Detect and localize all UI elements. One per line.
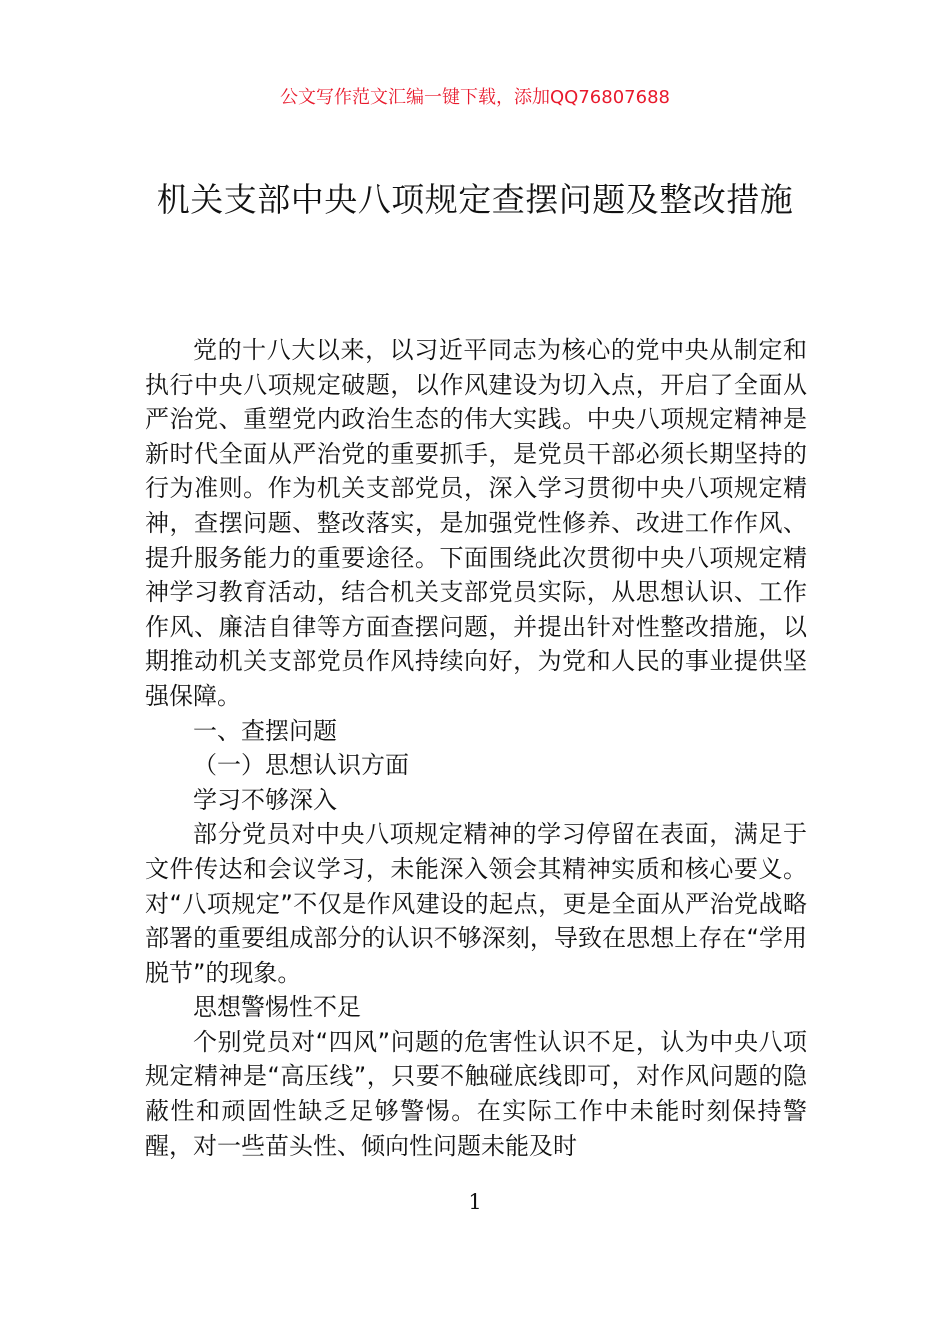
issue-heading-study: 学习不够深入 — [193, 785, 337, 814]
document-title: 机关支部中央八项规定查摆问题及整改措施 — [156, 180, 794, 219]
issue-paragraph-study: 部分党员对中央八项规定精神的学习停留在表面，满足于文件传达和会议学习，未能深入领会其精神实质和核心要义。对“八项规定”不仅是作风建设的起点，更是全面从严治党战略部署的重要组成部分的认识不够深刻，导致在思想上存在“学用脱节”的现象。 — [145, 820, 807, 987]
document-body — [145, 333, 807, 1163]
intro-paragraph: 党的十八大以来，以习近平同志为核心的党中央从制定和执行中央八项规定破题，以作风建设为切入点，开启了全面从严治党、重塑党内政治生态的伟大实践。中央八项规定精神是新时代全面从严治党的重要抓手，是党员干部必须长期坚持的行为准则。作为机关支部党员，深入学习贯彻中央八项规定精神，查摆问题、整改落实，是加强党性修养、改进工作作风、提升服务能力的重要途径。下面围绕此次贯彻中央八项规定精神学习教育活动，结合机关支部党员实际，从思想认识、工作作风、廉洁自律等方面查摆问题，并提出针对性整改措施，以期推动机关支部党员作风持续向好，为党和人民的事业提供坚强保障。 — [145, 336, 807, 710]
issue-heading-vigilance: 思想警惕性不足 — [193, 993, 361, 1022]
download-promo-header: 公文写作范文汇编一键下载，添加QQ76807688 — [280, 87, 670, 108]
subsection-heading: （一）思想认识方面 — [193, 751, 409, 780]
page-number: 1 — [468, 1190, 482, 1214]
section-heading: 一、查摆问题 — [193, 716, 337, 745]
issue-paragraph-vigilance: 个别党员对“四风”问题的危害性认识不足，认为中央八项规定精神是“高压线”，只要不触碰底线即可，对作风问题的隐蔽性和顽固性缺乏足够警惕。在实际工作中未能时刻保持警醒，对一些苗头性、倾向性问题未能及时 — [145, 1027, 807, 1160]
